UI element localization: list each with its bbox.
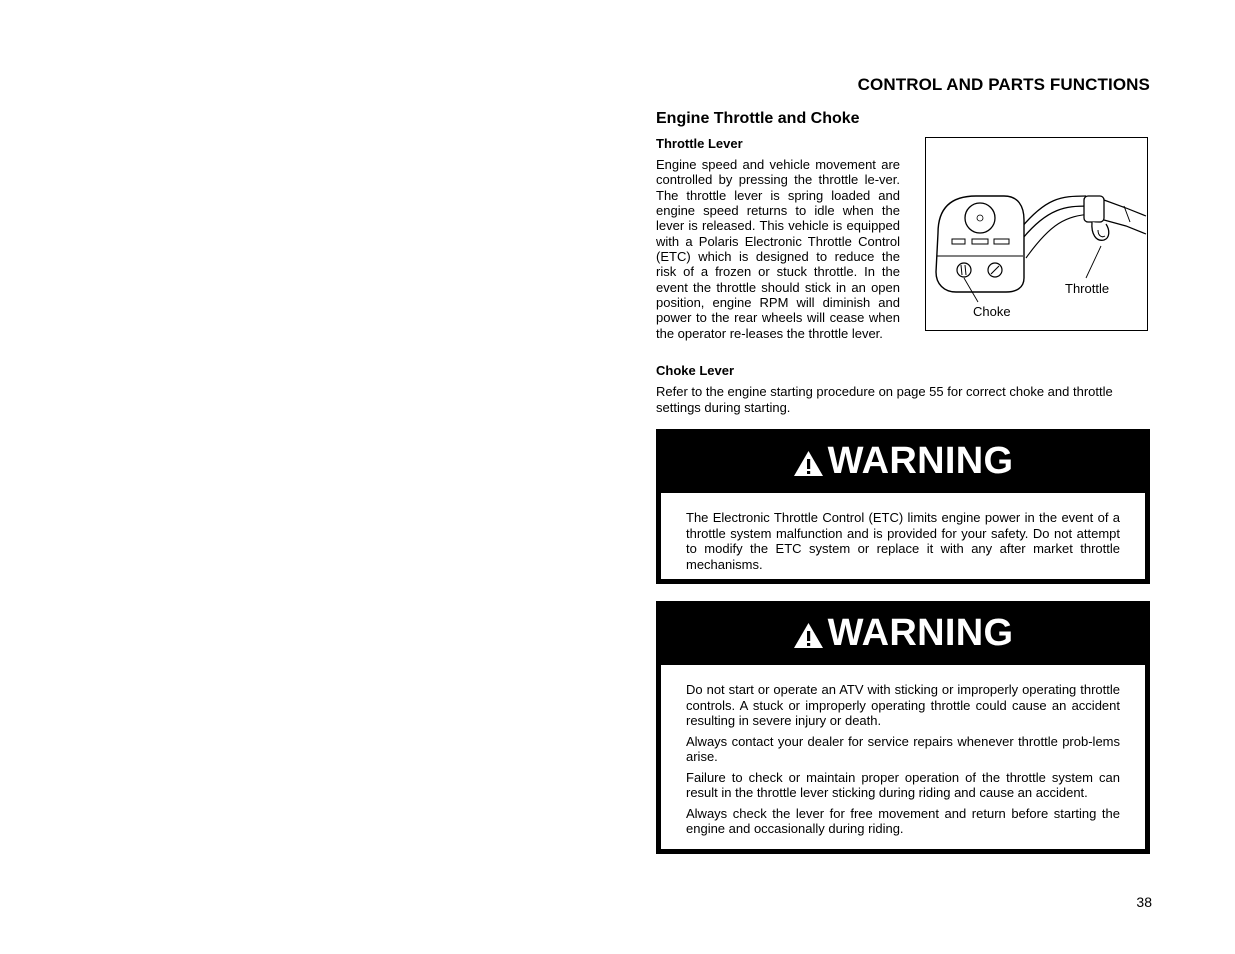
throttle-label: Throttle [1065, 281, 1110, 296]
warning-box [656, 601, 1150, 854]
warning-triangle-icon [793, 622, 824, 649]
warning-paragraph: Always check the lever for free movement and return before starting the engine and occasionally during riding. [686, 805, 1120, 836]
warning-title: WARNING [827, 439, 1014, 482]
warning-paragraph: Failure to check or maintain proper operation of the throttle system can result in the throttle lever sticking during riding and cause an accident. [686, 769, 1120, 800]
throttle-lever-heading: Throttle Lever [656, 136, 743, 151]
section-title: Engine Throttle and Choke [656, 110, 860, 127]
page-number: 38 [1136, 894, 1152, 910]
throttle-lever-text: Engine speed and vehicle movement are controlled by pressing the throttle le-ver. The throttle lever is spring loaded and engine speed returns to idle when the lever is released. This vehicle is equipped with a Polaris Electronic Throttle Control (ETC) which is designed to reduce the risk of a frozen or stuck throttle. In the event the throttle should stick in an open position, engine RPM will diminish and power to the rear wheels will cease when the operator re-leases the throttle lever. [656, 157, 900, 341]
warning-header [656, 601, 1150, 665]
warning-triangle-icon [793, 450, 824, 477]
warning-body [661, 665, 1145, 849]
handlebar-control-figure [925, 137, 1148, 331]
warning-title: WARNING [827, 611, 1014, 654]
section-header: CONTROL AND PARTS FUNCTIONS [857, 75, 1150, 94]
choke-lever-heading: Choke Lever [656, 363, 735, 378]
choke-lever-text: Refer to the engine starting procedure on page 55 for correct choke and throttle settings during starting. [656, 384, 1113, 415]
warning-paragraph: Always contact your dealer for service repairs whenever throttle prob-lems arise. [686, 733, 1120, 764]
handlebar-illustration [926, 138, 1149, 332]
warning-header [656, 429, 1150, 493]
warning-box [656, 429, 1150, 584]
warning-paragraph: Do not start or operate an ATV with sticking or improperly operating throttle controls. A stuck or improperly operating throttle could cause an accident resulting in severe injury or death. [686, 682, 1120, 728]
warning-paragraph: The Electronic Throttle Control (ETC) limits engine power in the event of a throttle system malfunction and is provided for your safety. Do not attempt to modify the ETC system or replace it with any after market throttle mechanisms. [686, 510, 1120, 572]
warning-body [661, 493, 1145, 579]
choke-label: Choke [973, 304, 1011, 319]
